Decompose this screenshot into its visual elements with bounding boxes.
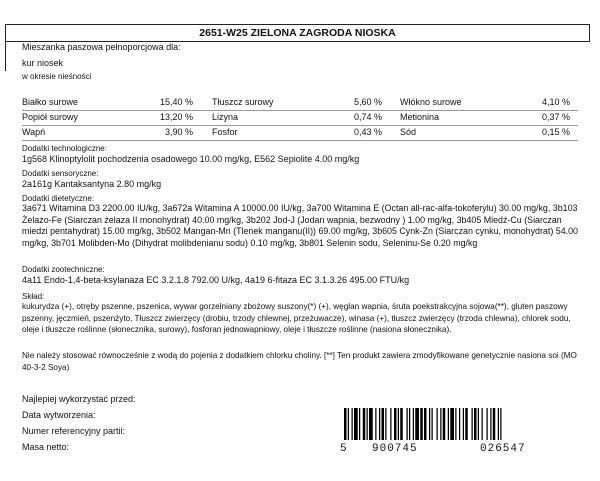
barcode-bar [432,408,433,440]
barcode-digit-1: 5 [340,443,348,455]
barcode-bar [390,408,391,440]
nutrient-row-2 [22,112,578,124]
batch-number-label: Numer referencyjny partii: [22,426,126,436]
composition-text: kukurydza (+), otręby pszenne, pszenica, wywar gorzelniany zbożowy suszony(*) (+), węglan wapnia, śruta poekstrakcyjna sojowa(**), gluten paszowy pszenny, jęczmień, pszenżyto, Tłuszcz zwierzęcy (drobiu, trzody chlewnej, przeżuwacze), winasa (+), tłuszcz zwierzęcy (trzoda chlewna), chlorek sodu, oleje i tłuszcze roślinne (słonecznika, surowy), fosforan jednowapniowy, oleje i tłuszcze roślinne (nasiona słonecznika). [22,302,571,335]
barcode-bar [359,408,360,440]
technological-heading: Dodatki technologiczne: [22,144,107,153]
sensory-text: 2a161g Kantaksantyna 2.80 mg/kg [22,179,162,189]
frame-left-border [5,41,6,71]
nutrient-value: 0,74 % [354,112,383,122]
nutrient-name: Fosfor [212,127,238,137]
barcode-bar [450,408,454,440]
nutrient-value: 15,40 % [160,97,194,107]
barcode-bar [459,408,460,440]
sensory-heading: Dodatki sensoryczne: [22,169,99,178]
barcode-bar [482,408,483,440]
nutrient-value: 0,43 % [354,127,383,137]
barcode-bar [363,408,366,440]
barcode-bar [463,408,464,440]
barcode-bar [498,408,499,440]
barcode-bar [413,408,414,440]
nutrient-divider [22,140,578,141]
barcode-bar [478,408,479,440]
barcode-bar [424,408,427,440]
zootechnical-heading: Dodatki zootechniczne: [22,265,105,274]
barcode-bar [379,408,380,440]
nutrient-name: Sód [400,127,417,137]
nutrient-value: 3,90 % [165,127,194,137]
barcode-bar [385,408,386,440]
barcode-bar [369,408,373,440]
zootechnical-text: 4a11 Endo-1,4-beta-ksylanaza EC 3.2.1.8 792.00 U/kg, 4a19 6-fitaza EC 3.1.3.26 495.00 FTU/kg [22,275,410,285]
nutrient-name: Lizyna [212,112,239,122]
barcode-icon [340,408,570,440]
nutrient-name: Włókno surowe [400,97,462,107]
barcode-bar [493,408,496,440]
nutrient-name: Popiół surowy [22,112,79,122]
dietetic-text: 3a671 Witamina D3 2200.00 IU/kg, 3a672a Witamina A 10000.00 IU/kg, 3a700 Witamina E (Octan all-rac-alfa-tokoferylu) 30.00 mg/kg, 3b103 Żelazo-Fe (Siarczan żelaza II monohydrat) 40.00 mg/kg, 3b202 Jod-J (Jodan wapnia, bezwodny ) 1.00 mg/kg, 3b405 Miedź-Cu (Siarczan miedzi pentahydrat) 15.00 mg/kg, 3b502 Mangan-Mn (Tlenek manganu(II)) 69.00 mg/kg, 3b605 Cynk-Zn (Siarczan cynku, monohydrat) 54.00 mg/kg, 3b701 Molibden-Mo (Dihydrat molibdenianu sodu) 0.10 mg/kg, 3b801 Selenin sodu, Seleninu-Se 0.20 mg/kg [22,203,578,248]
barcode-bar [420,408,423,440]
barcode-digits-right: 026547 [480,443,526,455]
barcode-bar [394,408,397,440]
barcode-digits-left: 900745 [372,443,418,455]
barcode-bar [398,408,399,440]
intro-feed-type: Mieszanka paszowa pełnoporcjowa dla: [22,42,181,52]
barcode-bar [344,408,347,440]
barcode-bar [500,408,501,440]
nutrient-value: 0,15 % [542,127,571,137]
barcode-bar [348,408,349,440]
nutrient-divider [22,125,578,126]
notes-text: Nie należy stosować równocześnie z wodą do pojenia z dodatkiem chlorku choliny. [**] Ten produkt zawiera zmodyfikowane genetycznie nasiona soi (MO 40-3-2 Soya) [22,351,577,372]
production-date-label: Data wytworzenia: [22,410,96,420]
best-before-label: Najlepiej wykorzystać przed: [22,394,136,404]
barcode-bar [415,408,419,440]
barcode-bar [465,408,468,440]
intro-target-animal: kur niosek [22,58,64,68]
barcode-bar [490,408,491,440]
barcode-bar [407,408,408,440]
barcode-bar [437,408,438,440]
nutrient-value: 0,37 % [542,112,571,122]
net-weight-label: Masa netto: [22,442,70,452]
barcode-bar [367,408,368,440]
barcode-bar [455,408,456,440]
barcode-bar [429,408,430,440]
intro-period: w okresie nieśności [22,72,92,81]
barcode-bar [487,408,488,440]
nutrient-name: Wapń [22,127,46,137]
dietetic-heading: Dodatki dietetyczne: [22,194,95,203]
nutrient-value: 5,60 % [354,97,383,107]
nutrient-name: Białko surowe [22,97,79,107]
barcode-bar [472,408,473,440]
barcode-bar [375,408,376,440]
barcode-bar [382,408,385,440]
barcode-bar [400,408,403,440]
technological-text: 1g568 Klinoptylolit pochodzenia osadowego 10.00 mg/kg, E562 Sepiolite 4.00 mg/kg [22,154,360,164]
barcode-bar [440,408,441,440]
product-title: 2651-W25 ZIELONA ZAGRODA NIOSKA [5,24,590,42]
composition-heading: Skład: [22,292,45,301]
barcode-bar [443,408,446,440]
nutrient-value: 13,20 % [160,112,194,122]
nutrient-name: Tłuszcz surowy [212,97,274,107]
barcode-bar [409,408,410,440]
nutrient-row-3 [22,127,578,139]
nutrient-name: Metionina [400,112,440,122]
barcode-bar [354,408,358,440]
nutrient-value: 4,10 % [542,97,571,107]
nutrient-divider [22,110,578,111]
barcode-bar [474,408,477,440]
nutrient-row-1 [22,97,578,109]
barcode-bar [352,408,353,440]
barcode-bar [448,408,449,440]
